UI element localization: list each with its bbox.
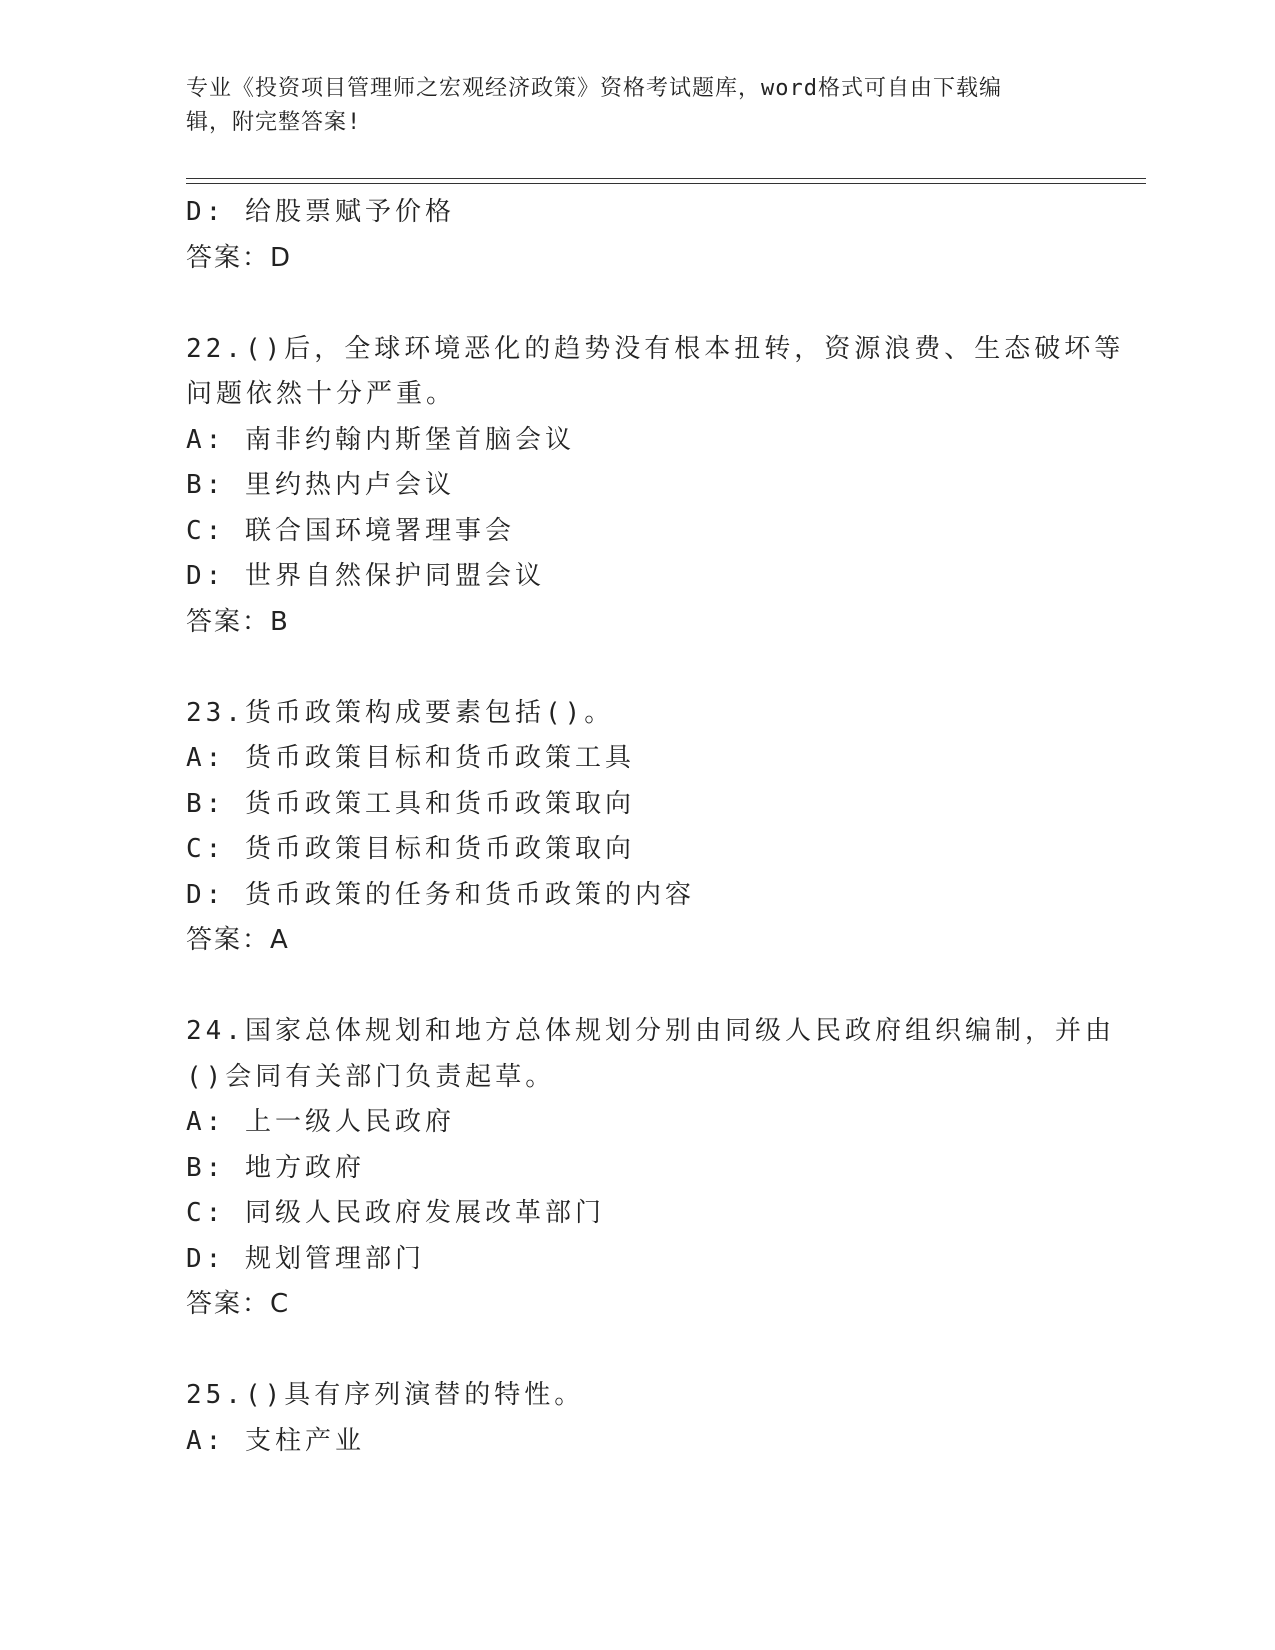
answer-line: 答案：A [186,925,290,955]
option-c: C: 联合国环境署理事会 [186,515,515,546]
question-list [186,190,1125,1464]
option-a: A: 货币政策目标和货币政策工具 [186,743,635,773]
question-25 [186,1373,1086,1464]
option-a: A: 南非约翰内斯堡首脑会议 [186,424,575,455]
question-23 [186,691,1086,964]
option-b: B: 里约热内卢会议 [186,470,455,500]
spacer [186,964,1086,1010]
question-22 [186,327,1125,646]
answer-line: 答案：D [186,242,293,273]
option-c: C: 同级人民政府发展改革部门 [186,1198,605,1228]
header-divider-top [186,178,1146,179]
question-24 [186,1009,1115,1328]
header-line-1: 专业《投资项目管理师之宏观经济政策》资格考试题库，word格式可自由下载编 [186,76,1002,101]
spacer [186,1328,1086,1374]
option-d: D: 世界自然保护同盟会议 [186,561,545,591]
option-d: D: 货币政策的任务和货币政策的内容 [186,879,695,910]
question-stem-line: 22.()后，全球环境恶化的趋势没有根本扭转，资源浪费、生态破坏等 [186,333,1125,364]
option-d: D: 规划管理部门 [186,1243,425,1274]
spacer [186,645,1086,691]
option-a: A: 上一级人民政府 [186,1107,455,1137]
option-c: C: 货币政策目标和货币政策取向 [186,834,635,864]
spacer [186,281,1086,327]
option-b: B: 货币政策工具和货币政策取向 [186,788,635,819]
question-stem-line: 问题依然十分严重。 [186,379,457,409]
option-b: B: 地方政府 [186,1152,365,1183]
question-stem-line: 24.国家总体规划和地方总体规划分别由同级人民政府组织编制，并由 [186,1016,1115,1046]
question-stem-line: 25.()具有序列演替的特性。 [186,1380,585,1410]
question-stem-line: ()会同有关部门负责起草。 [186,1061,556,1092]
document-header [186,72,1066,140]
answer-line: 答案：C [186,1289,291,1319]
header-divider-bottom [186,183,1146,184]
header-line-2: 辑，附完整答案! [186,110,362,135]
question-stem-line: 23.货币政策构成要素包括()。 [186,697,615,728]
option-a: A: 支柱产业 [186,1425,365,1456]
option-d: D: 给股票赋予价格 [186,197,455,227]
answer-line: 答案：B [186,606,290,637]
